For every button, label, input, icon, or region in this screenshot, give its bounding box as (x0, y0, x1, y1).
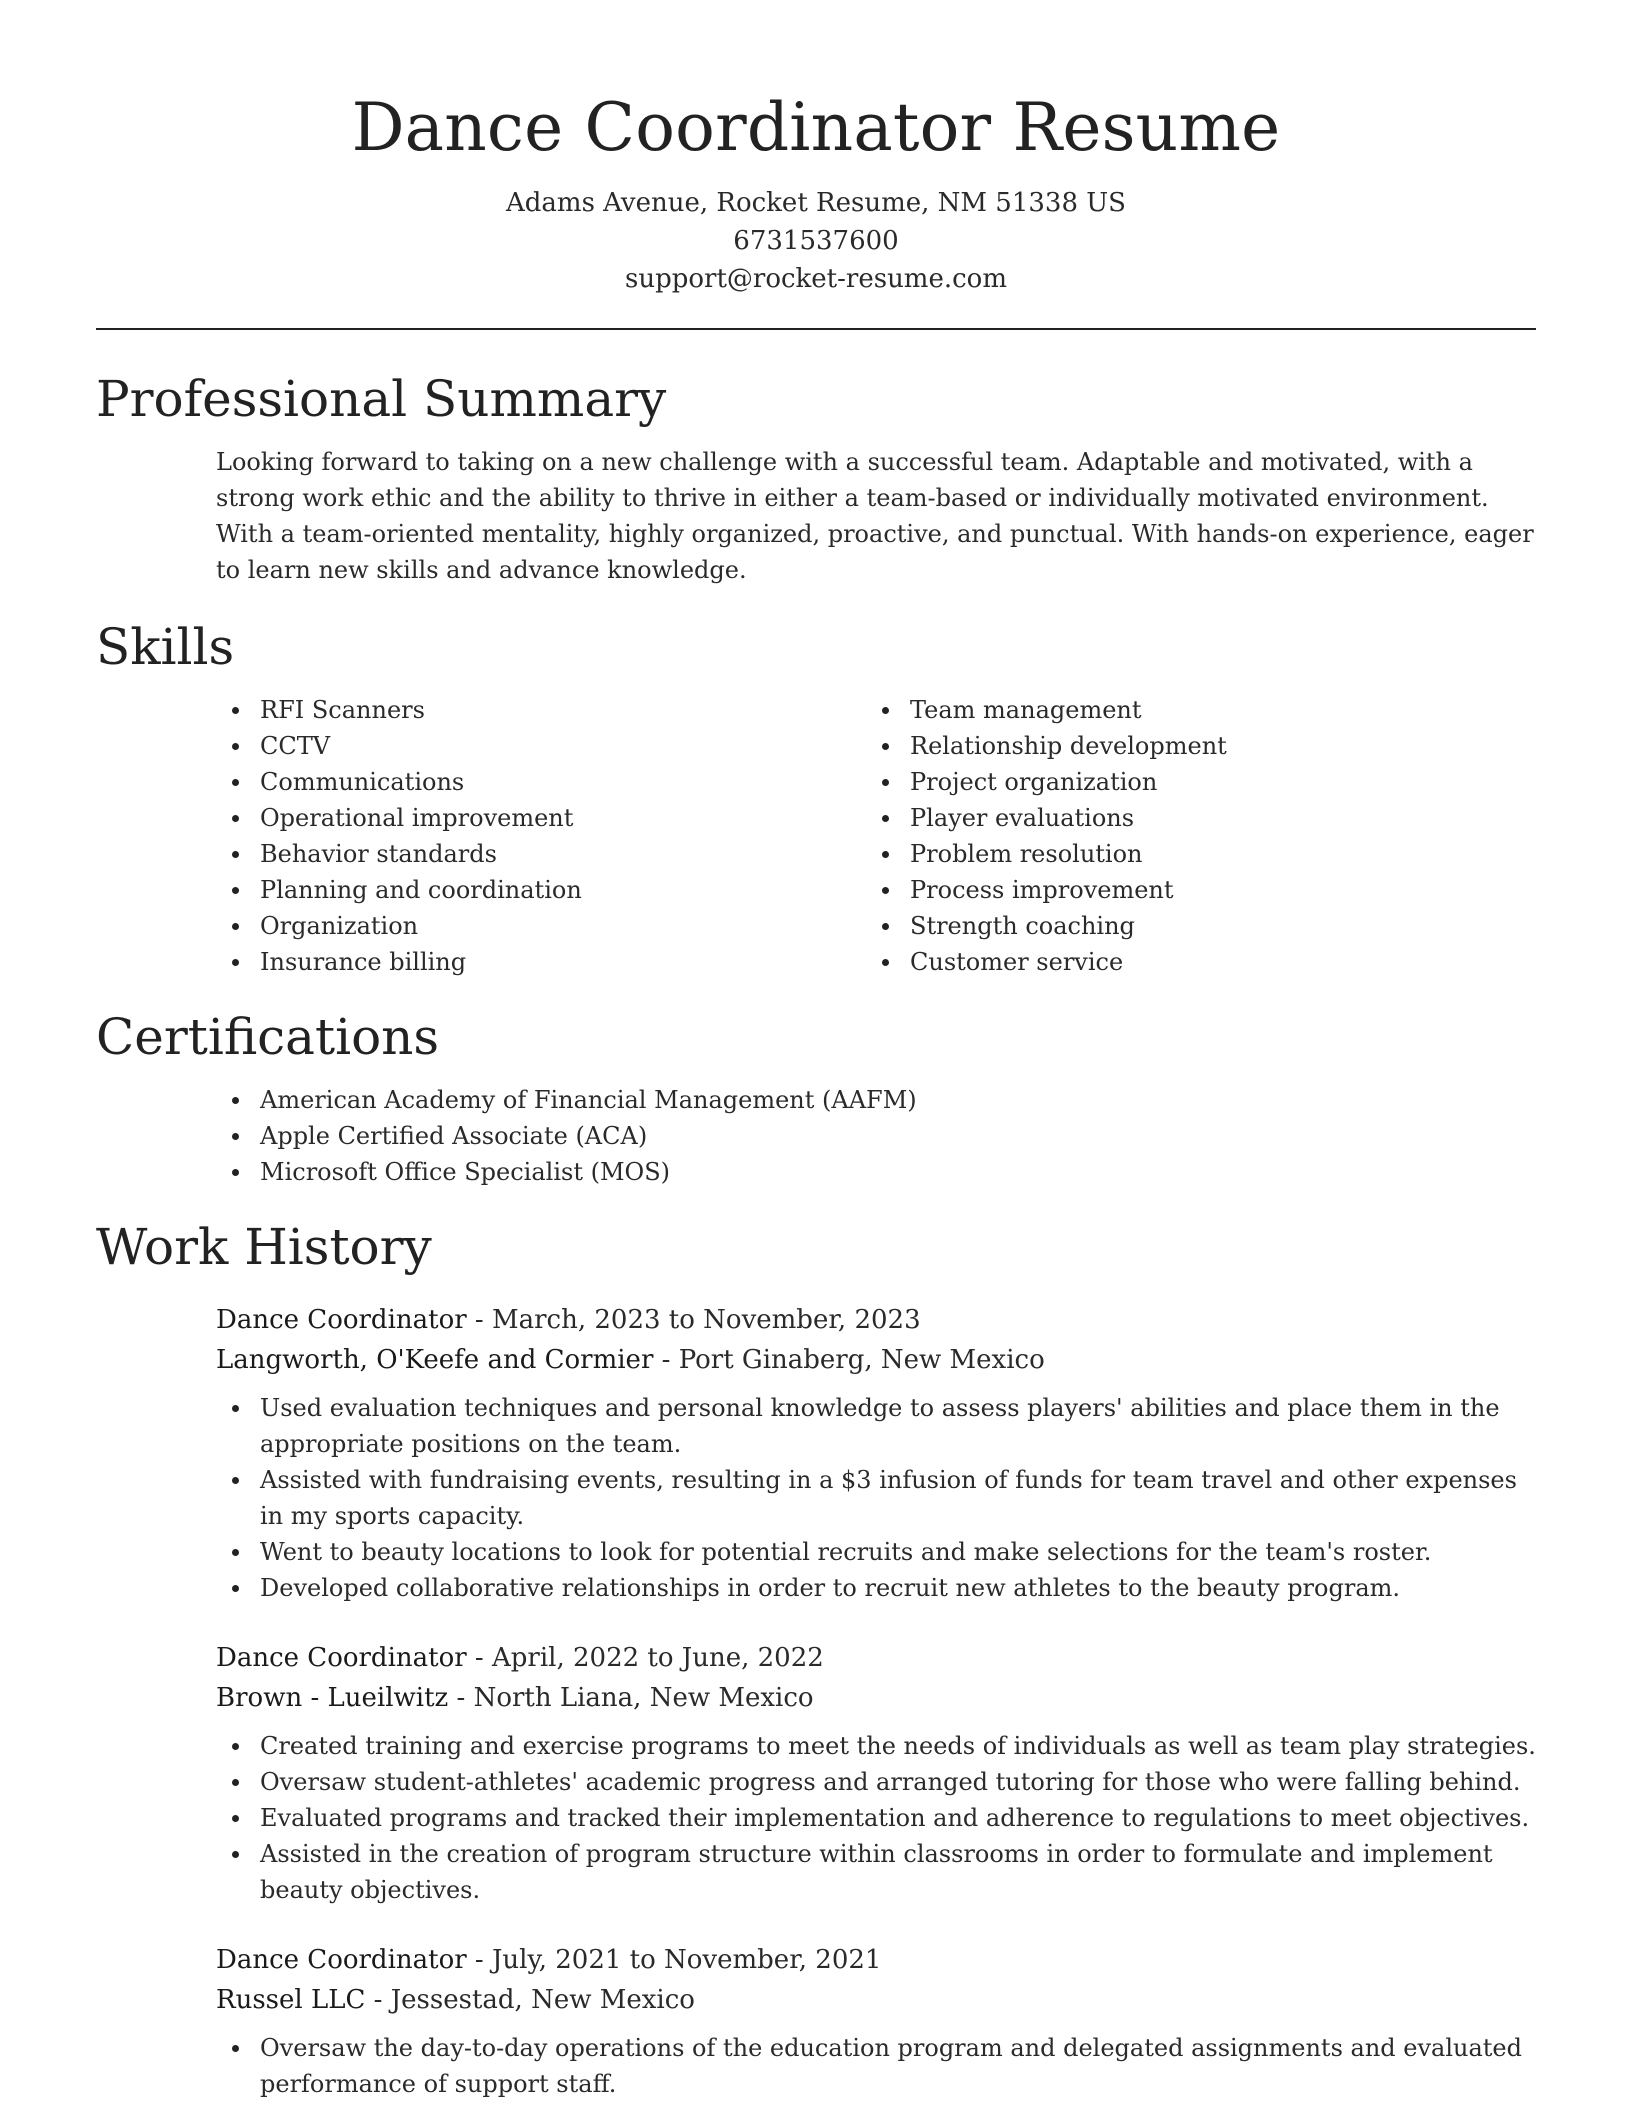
skills-column-right (866, 692, 1516, 980)
job-duty: Assisted in the creation of program structure within classrooms in order to formulate and implement beauty objectives. (216, 1836, 1536, 1908)
resume-header (96, 0, 1536, 298)
contact-address: Adams Avenue, Rocket Resume, NM 51338 US (506, 188, 1126, 218)
certification-item: American Academy of Financial Management (AAFM) (216, 1082, 1536, 1118)
job-duty: Went to beauty locations to look for potential recruits and make selections for the team's roster. (216, 1534, 1536, 1570)
skill-item: Planning and coordination (216, 872, 866, 908)
skill-item: RFI Scanners (216, 692, 866, 728)
job-company-line (216, 1678, 1536, 1718)
job-company: Brown - Lueilwitz (216, 1683, 449, 1713)
job-duties-list (216, 1390, 1536, 1606)
skills-column-left (216, 692, 866, 980)
job-dates: - July, 2021 to November, 2021 (466, 1945, 882, 1975)
job-company: Russel LLC (216, 1985, 366, 2015)
skill-item: Customer service (866, 944, 1516, 980)
skill-item: Strength coaching (866, 908, 1516, 944)
skill-item: Process improvement (866, 872, 1516, 908)
job-duty: Assisted with fundraising events, resulting in a $3 infusion of funds for team travel and other expenses in my sports capacity. (216, 1462, 1536, 1534)
job-duty: Created training and exercise programs to meet the needs of individuals as well as team play strategies. (216, 1728, 1536, 1764)
job-company-line (216, 1980, 1536, 2020)
skill-item: Behavior standards (216, 836, 866, 872)
job-duty: Developed collaborative relationships in order to recruit new athletes to the beauty program. (216, 1570, 1536, 1606)
job-duty: Used evaluation techniques and personal knowledge to assess players' abilities and place them in the appropriate positions on the team. (216, 1390, 1536, 1462)
job-location: - Port Ginaberg, New Mexico (653, 1345, 1045, 1375)
job-duty: Oversaw student-athletes' academic progress and arranged tutoring for those who were falling behind. (216, 1764, 1536, 1800)
job-title: Dance Coordinator (216, 1643, 467, 1673)
job-dates: - April, 2022 to June, 2022 (466, 1643, 824, 1673)
job-location: - North Liana, New Mexico (448, 1683, 814, 1713)
skill-item: Project organization (866, 764, 1516, 800)
job-duty: Oversaw the day-to-day operations of the education program and delegated assignments and evaluated performance of support staff. (216, 2030, 1536, 2102)
job-title-line (216, 1300, 1536, 1340)
job-company: Langworth, O'Keefe and Cormier (216, 1345, 654, 1375)
job-duties-list (216, 2030, 1536, 2102)
skills-section (96, 616, 1536, 980)
page-title: Dance Coordinator Resume (351, 89, 1281, 166)
certification-item: Microsoft Office Specialist (MOS) (216, 1154, 1536, 1190)
certifications-list (216, 1082, 1536, 1190)
skill-item: Player evaluations (866, 800, 1516, 836)
skill-item: Organization (216, 908, 866, 944)
contact-email: support@rocket-resume.com (624, 264, 1007, 294)
contact-phone: 6731537600 (733, 226, 899, 256)
skills-heading: Skills (96, 618, 235, 676)
summary-text: Looking forward to taking on a new challenge with a successful team. Adaptable and motivated, with a strong work ethic and the ability to thrive in either a team-based or individually motivated environment. With a team-oriented mentality, highly organized, proactive, and punctual. With hands-on experience, eager to learn new skills and advance knowledge. (216, 448, 1534, 584)
skills-grid (216, 692, 1536, 980)
job-entry (216, 1940, 1536, 2102)
job-location: - Jessestad, New Mexico (365, 1985, 695, 2015)
skill-item: Team management (866, 692, 1516, 728)
certifications-heading: Certifications (96, 1008, 440, 1066)
certifications-section (96, 1006, 1536, 1190)
contact-info (96, 184, 1536, 298)
work-history-section (96, 1216, 1536, 2102)
work-history-heading: Work History (96, 1218, 432, 1276)
skill-item: Operational improvement (216, 800, 866, 836)
job-duty: Evaluated programs and tracked their implementation and adherence to regulations to meet objectives. (216, 1800, 1536, 1836)
job-title: Dance Coordinator (216, 1945, 467, 1975)
resume-page (96, 0, 1536, 2102)
job-dates: - March, 2023 to November, 2023 (466, 1305, 921, 1335)
job-title: Dance Coordinator (216, 1305, 467, 1335)
job-company-line (216, 1340, 1536, 1380)
certification-item: Apple Certified Associate (ACA) (216, 1118, 1536, 1154)
job-duties-list (216, 1728, 1536, 1908)
header-divider (96, 328, 1536, 330)
job-title-line (216, 1638, 1536, 1678)
job-title-line (216, 1940, 1536, 1980)
skill-item: Relationship development (866, 728, 1516, 764)
summary-heading: Professional Summary (96, 370, 667, 428)
skill-item: Communications (216, 764, 866, 800)
skill-item: Insurance billing (216, 944, 866, 980)
job-entry (216, 1638, 1536, 1908)
summary-section (96, 368, 1536, 588)
skill-item: CCTV (216, 728, 866, 764)
job-entry (216, 1300, 1536, 1606)
skill-item: Problem resolution (866, 836, 1516, 872)
